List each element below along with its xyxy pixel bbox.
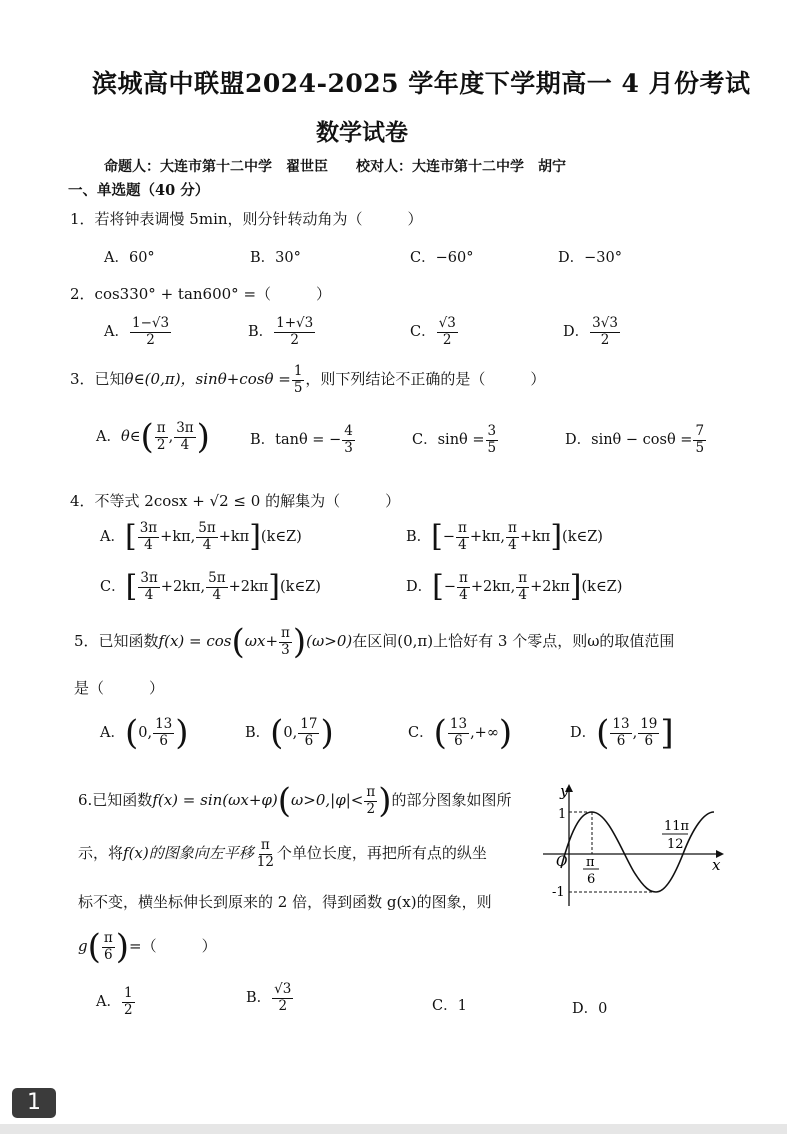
sine-graph [538,778,728,908]
question-3-stem: 3．已知θ∈(0,π)，sinθ+cosθ = $\frac{1}{5}$ ，则下列结论不正确的是（ ） [70,363,546,396]
q1-option-d: D．−30° [558,250,622,266]
question-4-stem: 4．不等式 2cosx + √2 ≤ 0 的解集为（ ） [70,492,401,510]
q1-option-a: A．60° [104,250,155,266]
question-6-stem-line4: g( $\frac{\pi}{6}$ )=（ ） [78,927,217,967]
sine-curve [561,812,714,892]
x-tick-11pi12-num: 11π [664,819,690,834]
question-6-stem-line2: 示，将f(x)的图象向左平移 $\frac{\pi}{12}$ 个单位长度，再把所有点的纵坐 [78,837,487,870]
q2-number: 2． [70,285,95,303]
bottom-bar [0,1124,787,1134]
q2-paren: （ ） [256,285,332,303]
q2-option-a: A． $\frac{1-√3}{2}$ [104,315,170,348]
exam-title: 滨城高中联盟2024-2025 学年度下学期高一 4 月份考试 [92,69,751,98]
question-6-stem: 6.已知函数f(x) = sin(ωx+φ)(ω>0,|φ|< $\frac{\pi}{2}$ )的部分图象如图所 [78,781,512,821]
q6-option-b: B． $\frac{√3}{2}$ [246,981,292,1014]
x-tick-pi6-den: 6 [587,872,596,887]
question-2-stem [70,283,331,304]
y-tick-neg1: -1 [552,885,565,900]
q2-option-b: B． $\frac{1+√3}{2}$ [248,315,314,348]
x-tick-pi6-num: π [586,855,595,870]
q3-option-c: C．sinθ = $\frac{3}{5}$ [412,423,497,456]
q6-option-a: A． $\frac{1}{2}$ [96,985,133,1018]
q5-option-c: C．( $\frac{13}{6}$ ,+∞) [408,713,513,753]
question-6-stem-line3: 标不变，横坐标伸长到原来的 2 倍，得到函数 g(x)的图象，则 [78,893,492,911]
q4-option-b: B．[− $\frac{\pi}{4}$ +kπ, $\frac{\pi}{4}$ +kπ](k∈Z) [406,519,603,555]
y-axis-label: y [560,782,569,800]
q3-option-b: B．tanθ = − $\frac{4}{3}$ [250,423,353,456]
q5-option-b: B．(0, $\frac{17}{6}$ ) [245,713,334,753]
q6-option-d: D．0 [572,1001,608,1017]
q5-option-d: D．( $\frac{13}{6}$ , $\frac{19}{6}$ ] [570,713,674,753]
q3-option-a: A．θ∈( $\frac{\pi}{2}$ , $\frac{3\pi}{4}$ ) [96,417,210,457]
q1-option-b: B．30° [250,250,301,266]
question-5-stem: 5．已知函数f(x) = cos(ωx+ $\frac{\pi}{3}$ )(ω>0)在区间(0,π)上恰好有 3 个零点，则ω的取值范围 [74,622,675,662]
y-tick-1: 1 [558,807,567,822]
q4-option-c: C．[ $\frac{3\pi}{4}$ +2kπ, $\frac{5\pi}{4}$ +2kπ](k∈Z) [100,569,321,605]
page-number-badge: 1 [12,1088,56,1118]
q1-option-c: C．−60° [410,250,474,266]
q6-option-c: C．1 [432,998,467,1014]
x-axis-label: x [712,856,721,874]
q5-option-a: A．(0, $\frac{13}{6}$ ) [100,713,189,753]
q3-option-d: D．sinθ − cosθ = $\frac{7}{5}$ [565,423,705,456]
question-1-stem: 1．若将钟表调慢 5min，则分针转动角为（ ） [70,210,423,228]
authors-line: 命题人：大连市第十二中学 翟世臣 校对人：大连市第十二中学 胡宁 [104,159,566,175]
x-tick-11pi12-den: 12 [667,837,684,852]
exam-subtitle: 数学试卷 [316,119,408,146]
section-heading: 一、单选题（40 分） [68,182,210,199]
q2-option-c: C． $\frac{√3}{2}$ [410,315,456,348]
origin-label: O [556,854,568,870]
q2-expression: cos330° + tan600° = [94,285,257,303]
q2-option-d: D． $\frac{3√3}{2}$ [563,315,618,348]
q4-option-d: D．[− $\frac{\pi}{4}$ +2kπ, $\frac{\pi}{4}$ +2kπ](k∈Z) [406,569,623,605]
q4-option-a: A．[ $\frac{3\pi}{4}$ +kπ, $\frac{5\pi}{4}$ +kπ](k∈Z) [100,519,302,555]
question-5-stem-line2: 是（ ） [74,679,165,697]
